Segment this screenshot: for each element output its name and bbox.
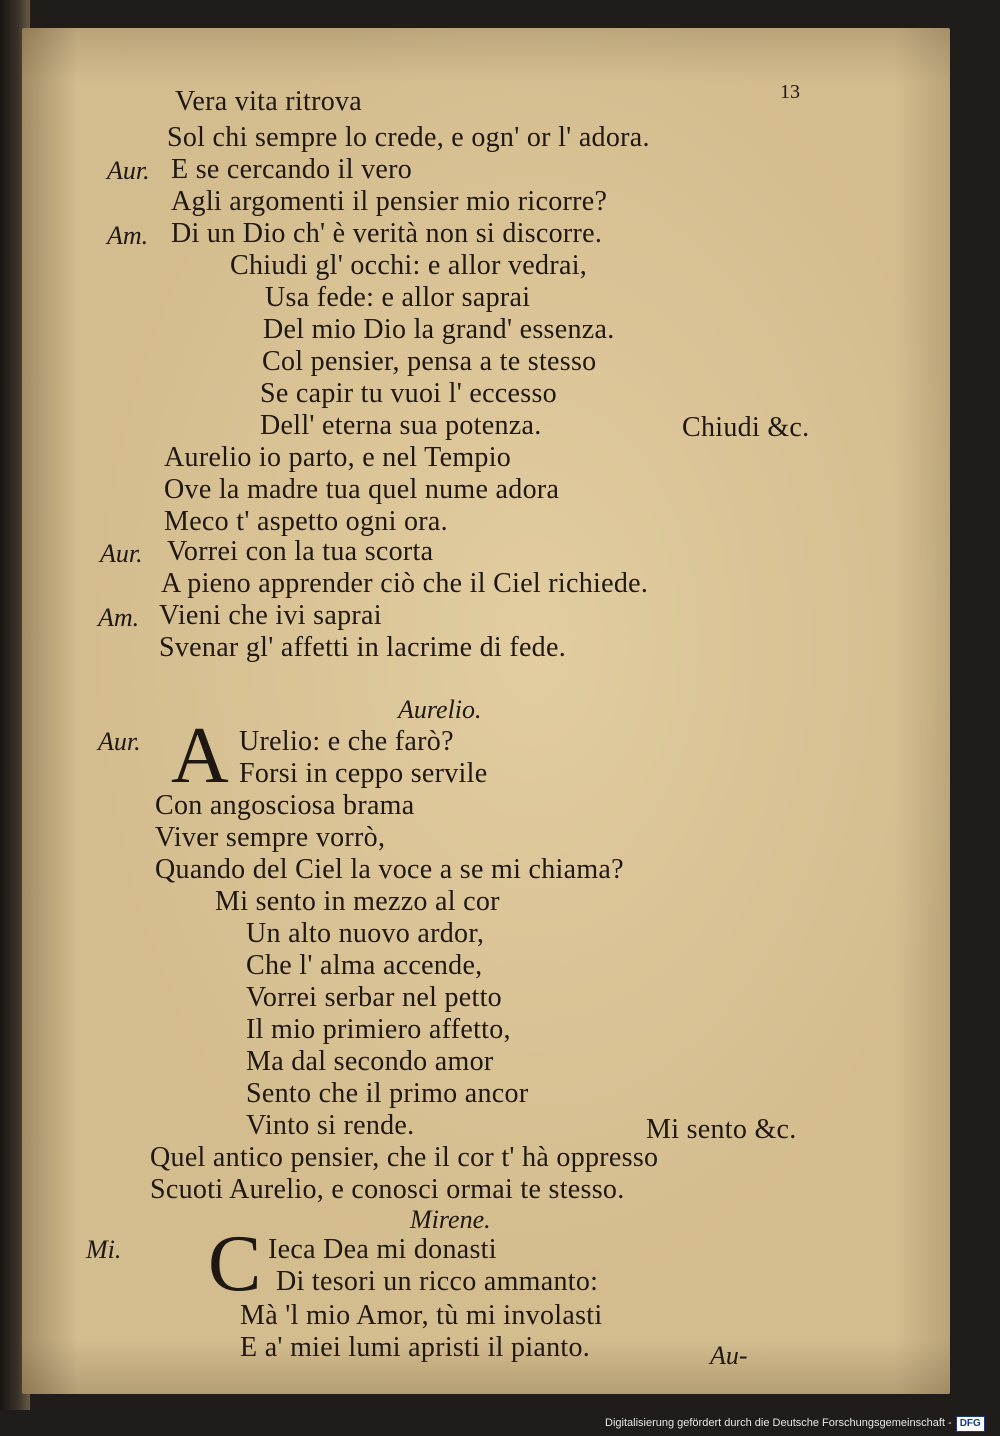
verse-line: Vorrei con la tua scorta: [167, 536, 434, 567]
footer-credit: [605, 1414, 985, 1432]
verse-line: Agli argomenti il pensier mio ricorre?: [171, 186, 608, 217]
verse-line: Quel antico pensier, che il cor t' hà oppresso: [150, 1142, 659, 1173]
verse-line: Chiudi gl' occhi: e allor vedrai,: [230, 250, 588, 281]
verse-line: Viver sempre vorrò,: [155, 822, 386, 853]
verse-line: Di tesori un ricco ammanto:: [276, 1266, 599, 1297]
da-capo-marker: Mi sento &c.: [646, 1114, 797, 1145]
verse-line: Col pensier, pensa a te stesso: [262, 346, 597, 377]
verse-line: Vieni che ivi saprai: [159, 600, 382, 631]
verse-line: Urelio: e che farò?: [239, 726, 454, 757]
speaker-label: Aur.: [107, 156, 150, 185]
verse-line: Di un Dio ch' è verità non si discorre.: [171, 218, 603, 249]
verse-line: Sento che il primo ancor: [246, 1078, 529, 1109]
verse-line: Svenar gl' affetti in lacrime di fede.: [159, 632, 566, 663]
page-number: 13: [780, 81, 800, 103]
dfg-logo: DFG: [956, 1416, 985, 1432]
verse-line: A pieno apprender ciò che il Ciel richiede.: [161, 568, 649, 599]
section-heading-mirene: Mirene.: [410, 1205, 491, 1234]
verse-line: Usa fede: e allor saprai: [265, 282, 531, 313]
verse-line: Un alto nuovo ardor,: [246, 918, 485, 949]
catchword: Au-: [710, 1341, 748, 1370]
speaker-label: Am.: [98, 603, 140, 632]
verse-line: Quando del Ciel la voce a se mi chiama?: [155, 854, 624, 885]
verse-line: Vorrei serbar nel petto: [246, 982, 502, 1013]
verse-line: Dell' eterna sua potenza.: [260, 410, 542, 441]
da-capo-marker: Chiudi &c.: [682, 412, 810, 443]
book-page: [22, 28, 950, 1394]
speaker-label: Aur.: [100, 539, 143, 568]
verse-line: Ieca Dea mi donasti: [268, 1234, 497, 1265]
verse-line: Scuoti Aurelio, e conosci ormai te stesso.: [150, 1174, 625, 1205]
verse-line: Mi sento in mezzo al cor: [215, 886, 500, 917]
verse-line: Sol chi sempre lo crede, e ogn' or l' adora.: [167, 122, 650, 153]
verse-line: E a' miei lumi apristi il pianto.: [240, 1332, 591, 1363]
verse-line: Vinto si rende.: [246, 1110, 415, 1141]
footer-text: Digitalisierung gefördert durch die Deutsche Forschungsgemeinschaft -: [605, 1417, 952, 1429]
speaker-label: Aur.: [98, 727, 141, 756]
verse-line: Il mio primiero affetto,: [246, 1014, 511, 1045]
drop-cap: A: [171, 712, 229, 800]
verse-line: Se capir tu vuoi l' eccesso: [260, 378, 557, 409]
verse-line: Del mio Dio la grand' essenza.: [263, 314, 615, 345]
speaker-label: Am.: [107, 221, 149, 250]
verse-line: Aurelio io parto, e nel Tempio: [164, 442, 512, 473]
drop-cap: C: [208, 1220, 262, 1308]
verse-line: Che l' alma accende,: [246, 950, 483, 981]
verse-line: Meco t' aspetto ogni ora.: [164, 506, 448, 537]
verse-line: Ove la madre tua quel nume adora: [164, 474, 560, 505]
speaker-label: Mi.: [86, 1235, 122, 1264]
verse-line: Con angosciosa brama: [155, 790, 415, 821]
section-heading-aurelio: Aurelio.: [398, 695, 482, 724]
verse-line: E se cercando il vero: [171, 154, 413, 185]
verse-line: Mà 'l mio Amor, tù mi involasti: [240, 1300, 603, 1331]
verse-line: Vera vita ritrova: [175, 86, 363, 117]
verse-line: Forsi in ceppo servile: [239, 758, 488, 789]
verse-line: Ma dal secondo amor: [246, 1046, 494, 1077]
